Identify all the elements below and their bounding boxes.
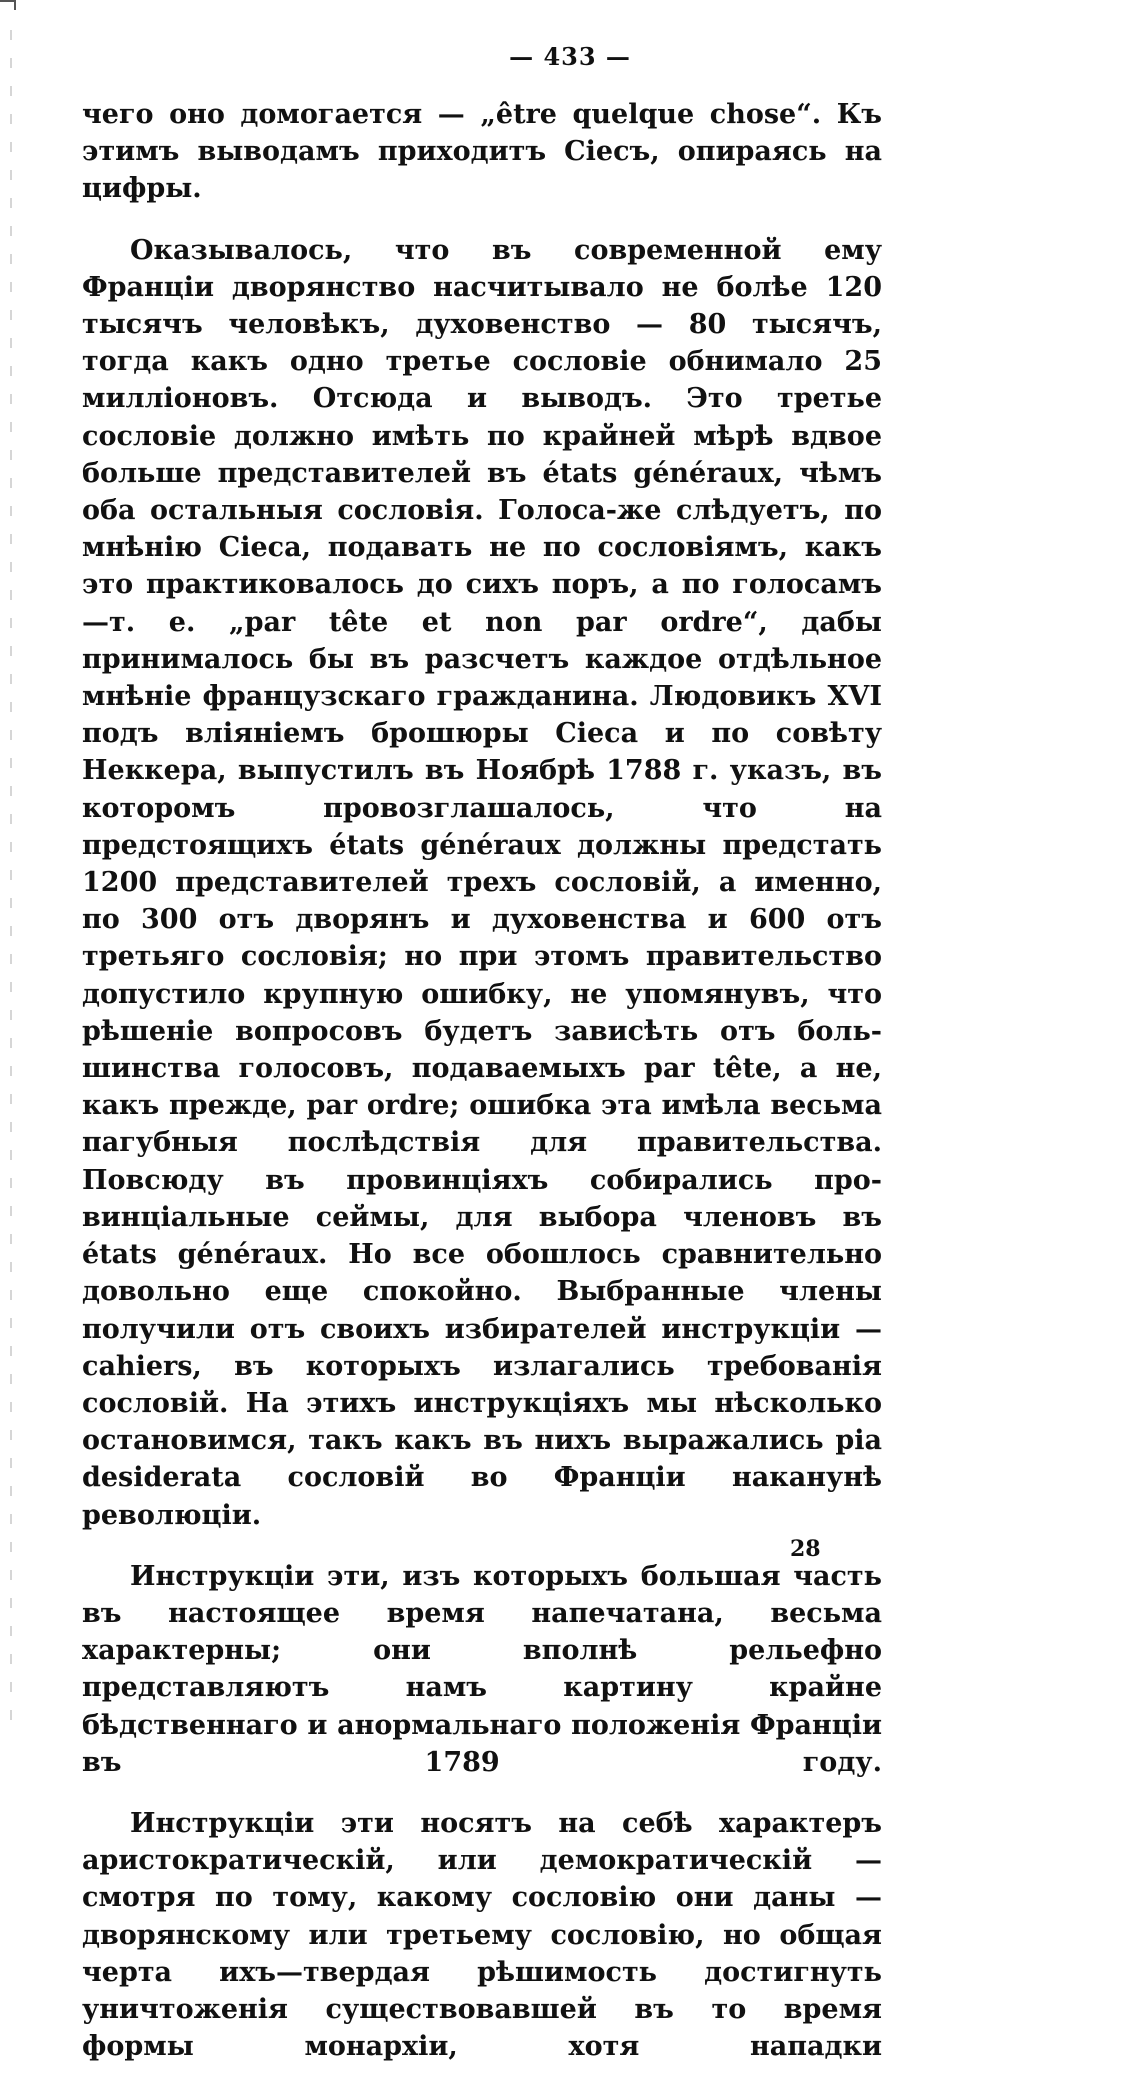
paragraph-3: Инструкціи эти, изъ которыхъ большая часть въ настоящее время напечатана, весьма характерны; они вполнѣ рельефно представляютъ намъ картину крайне бѣдственнаго и анормальнаго положенія Франціи въ 1789 году. xyxy=(82,1560,882,1778)
scan-edge-line xyxy=(10,30,12,1730)
main-text xyxy=(82,96,882,2089)
paragraph-4: Инструкціи эти носятъ на себѣ характеръ аристократическій, или демократическій — смотря по тому, какому сословію они даны — дворянскому или третьему сословію, но общая черта ихъ—твердая рѣшимость достигнуть уничтоженія существовавшей въ то время формы монархіи, хотя нападки xyxy=(82,1807,882,2063)
signature-mark: 28 xyxy=(790,1536,821,1562)
paragraph-2: Оказывалось, что въ современной ему Франціи дворянство насчитывало не болѣе 120 тысячъ человѣкъ, духовенство — 80 тысячъ, тогда какъ одно третье сословіе обнимало 25 милліоновъ. Отсюда и выводъ. Это третье сословіе должно имѣть по крайней мѣрѣ вдвое больше представителей въ états généraux, чѣмъ оба остальныя сословія. Голоса-же слѣдуетъ, по мнѣнію Сіеса, подавать не по сословіямъ, какъ это практиковалось до сихъ поръ, а по голосамъ—т. е. „par tête et non par ordre“, дабы принималось бы въ разсчетъ каждое отдѣльное мнѣніе французскаго гражданина. Людовикъ XVI подъ вліяніемъ брошюры Сіеса и по совѣту Неккера, выпустилъ въ Ноябрѣ 1788 г. указъ, въ которомъ провозглашалось, что на предстоящихъ états généraux должны предстать 1200 представителей трехъ сословій, а именно, по 300 отъ дворянъ и духовенства и 600 отъ третьяго сословія; но при этомъ правительство допустило крупную ошибку, не упомянувъ, что рѣшеніе вопросовъ будетъ зависѣть отъ большинства голосовъ, подаваемыхъ par tête, а не, какъ прежде, par ordre; ошибка эта имѣла весьма пагубныя послѣдствія для правительства. Повсюду въ провинціяхъ собирались провинціальные сеймы, для выбора членовъ въ états généraux. Но все обошлось сравнительно довольно еще спокойно. Выбранные члены получили отъ своихъ избирателей инструкціи — cahiers, въ которыхъ излагались требованія сословій. На этихъ инструкціяхъ мы нѣсколько остановимся, такъ какъ въ нихъ выражались pia desiderata сословій во Франціи наканунѣ революціи. xyxy=(82,234,882,1531)
corner-crop-mark xyxy=(0,0,16,10)
paragraph-1: чего оно домогается — „être quelque chose“. Къ этимъ выводамъ приходитъ Сіесъ, опираясь на цифры. xyxy=(82,99,882,205)
page-number: — 433 — xyxy=(509,42,631,71)
